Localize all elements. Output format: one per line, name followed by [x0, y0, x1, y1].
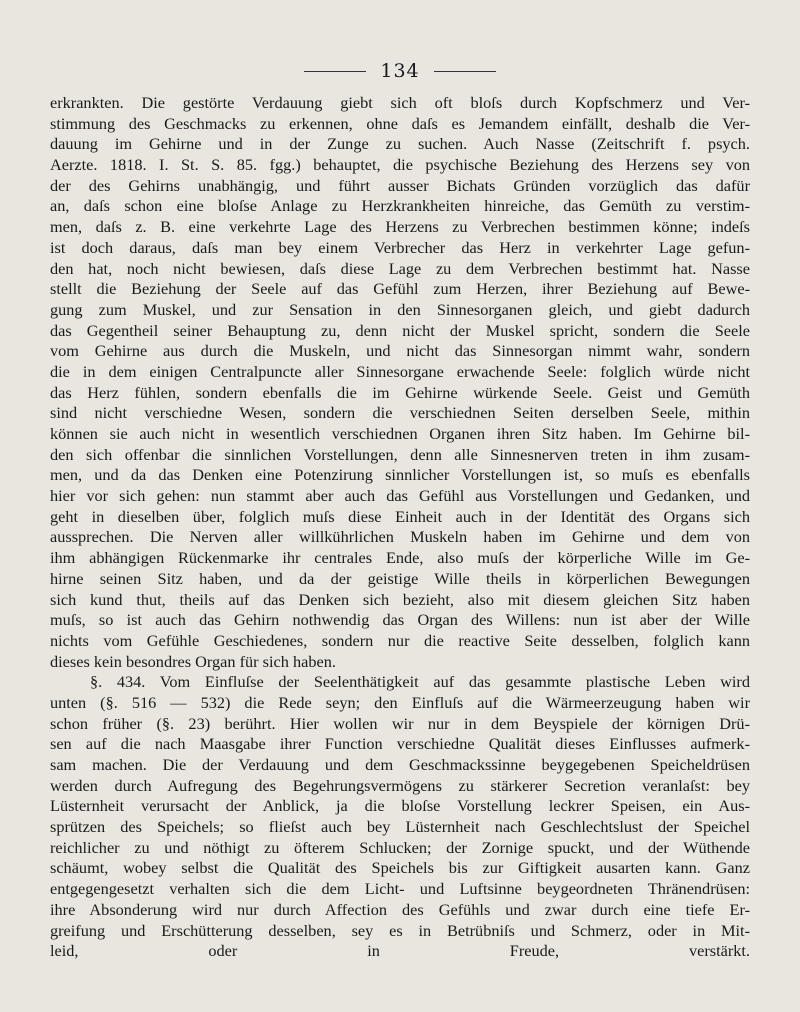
- text-line: §. 434. Vom Einfluſse der Seelenthätigkeit auf das gesammte plastische Leben wird: [90, 672, 750, 692]
- text-line: erkrankten. Die gestörte Verdauung giebt sich oft bloſs durch Kopfschmerz und Ver-: [50, 93, 750, 112]
- body-text: [50, 93, 750, 962]
- text-line: stellt die Beziehung der Seele auf das Gefühl zum Herzen, ihrer Beziehung auf Bewe-: [50, 279, 750, 299]
- header-rule-left: [304, 71, 366, 72]
- text-line: greifung und Erschütterung desselben, sey es in Betrübniſs und Schmerz, oder in Mit-: [50, 920, 750, 940]
- text-line: ihre Absonderung wird nur durch Affection des Gefühls und zwar durch eine tiefe Er-: [50, 899, 750, 919]
- text-line: an, daſs schon eine bloſse Anlage zu Herzkrankheiten hinreiche, das Gemüth zu verstim-: [50, 196, 750, 216]
- page-header: [0, 58, 800, 84]
- text-line: unten (§. 516 — 532) die Rede seyn; den Einfluſs auf die Wärmeerzeugung haben wir: [50, 692, 750, 712]
- text-line: sprützen des Speichels; so flieſst auch bey Lüsternheit nach Geschlechtslust der Speichel: [50, 817, 750, 837]
- text-line: den hat, noch nicht bewiesen, daſs diese Lage zu dem Verbrechen bestimmt hat. Nasse: [50, 258, 750, 278]
- text-line: hier vor sich gehen: nun stammt aber auch das Gefühl aus Vorstellungen und Gedanken, und: [50, 486, 750, 506]
- text-line: ihm abhängigen Rückenmarke ihr centrales Ende, also muſs der körperliche Wille im Ge-: [50, 548, 750, 568]
- text-line: schon früher (§. 23) berührt. Hier wollen wir nur in dem Beyspiele der körnigen Drü-: [50, 713, 750, 733]
- text-line: vom Gehirne aus durch die Muskeln, und nicht das Sinnesorgan nimmt wahr, sondern: [50, 341, 750, 361]
- text-line: die in dem einigen Centralpuncte aller Sinnesorgane erwachende Seele: folglich würde nicht: [50, 361, 750, 381]
- text-line: dauung im Gehirne und in der Zunge zu suchen. Auch Nasse (Zeitschrift f. psych.: [50, 134, 750, 154]
- header-rule-right: [434, 71, 496, 72]
- text-line: können sie auch nicht in wesentlich verschiednen Organen ihren Sitz haben. Im Gehirne bil-: [50, 424, 750, 443]
- text-line: geht in dieselben über, folglich muſs diese Einheit auch in der Identität des Organs sich: [50, 506, 750, 526]
- text-line: aussprechen. Die Nerven aller willkührlichen Muskeln haben im Gehirne und dem von: [50, 527, 750, 547]
- text-line: sam machen. Die der Verdauung und dem Geschmackssinne beygegebenen Speicheldrüsen: [50, 755, 750, 774]
- text-line: das Gegentheil seiner Behauptung zu, denn nicht der Muskel spricht, sondern die Seele: [50, 320, 750, 340]
- text-line: ist doch daraus, daſs man bey einem Verbrecher das Herz in verkehrter Lage gefun-: [50, 237, 750, 257]
- text-line: sind nicht verschiedne Wesen, sondern die verschiednen Seiten derselben Seele, mithin: [50, 403, 750, 423]
- text-line: men, und da das Denken eine Potenzirung sinnlicher Vorstellungen ist, so muſs es ebenfalls: [50, 465, 750, 485]
- text-line: das Herz fühlen, sondern ebenfalls die im Gehirne würkende Seele. Geist und Gemüth: [50, 382, 750, 402]
- text-line: sen auf die nach Maasgabe ihrer Function verschiedne Qualität dieses Einflusses aufmerk-: [50, 734, 750, 754]
- text-line: Lüsternheit verursacht der Anblick, ja die bloſse Vorstellung leckrer Speisen, ein Aus-: [50, 796, 750, 816]
- text-line: stimmung des Geschmacks zu erkennen, ohne daſs es Jemandem einfällt, deshalb die Ver-: [50, 113, 750, 133]
- text-line: reichlicher zu und nöthigt zu öfterem Schlucken; der Zornige spuckt, und der Wüthende: [50, 837, 750, 857]
- text-line: entgegengesetzt verhalten sich die dem Licht- und Luftsinne beygeordneten Thränendrüsen:: [50, 879, 750, 899]
- text-line: hirne seinen Sitz haben, und da der geistige Wille theils in körperlichen Bewegungen: [50, 568, 750, 588]
- text-line: sich kund thut, theils auf das Denken sich bezieht, also mit diesem gleichen Sitz haben: [50, 589, 750, 609]
- text-line: muſs, so ist auch das Gehirn nothwendig das Organ des Willens: nun ist aber der Wille: [50, 610, 750, 630]
- text-line: Aerzte. 1818. I. St. S. 85. fgg.) behauptet, die psychische Beziehung des Herzens sey von: [50, 155, 750, 175]
- text-line: nichts vom Gefühle Geschiedenes, sondern nur die reactive Seite desselben, folglich kann: [50, 630, 750, 650]
- page-number: 134: [380, 60, 420, 82]
- text-line: den sich offenbar die sinnlichen Vorstellungen, denn alle Sinnesnerven treten in ihm zusam-: [50, 444, 750, 464]
- text-line: der des Gehirns unabhängig, und führt ausser Bichats Gründen vorzüglich das dafür: [50, 175, 750, 195]
- text-line: werden durch Aufregung des Begehrungsvermögens zu stärkerer Secretion veranlaſst: bey: [50, 775, 750, 795]
- text-line: schäumt, wobey selbst die Qualität des Speichels bis zur Giftigkeit ausarten kann. Ganz: [50, 858, 750, 878]
- text-line: gung zum Muskel, und zur Sensation in den Sinnesorganen gleich, und giebt dadurch: [50, 299, 750, 319]
- text-line: dieses kein besondres Organ für sich haben.: [50, 651, 336, 671]
- text-line: leid, oder in Freude, verstärkt.: [50, 941, 750, 961]
- text-line: men, daſs z. B. eine verkehrte Lage des Herzens zu Verbrechen bestimmen könne; indeſs: [50, 217, 750, 237]
